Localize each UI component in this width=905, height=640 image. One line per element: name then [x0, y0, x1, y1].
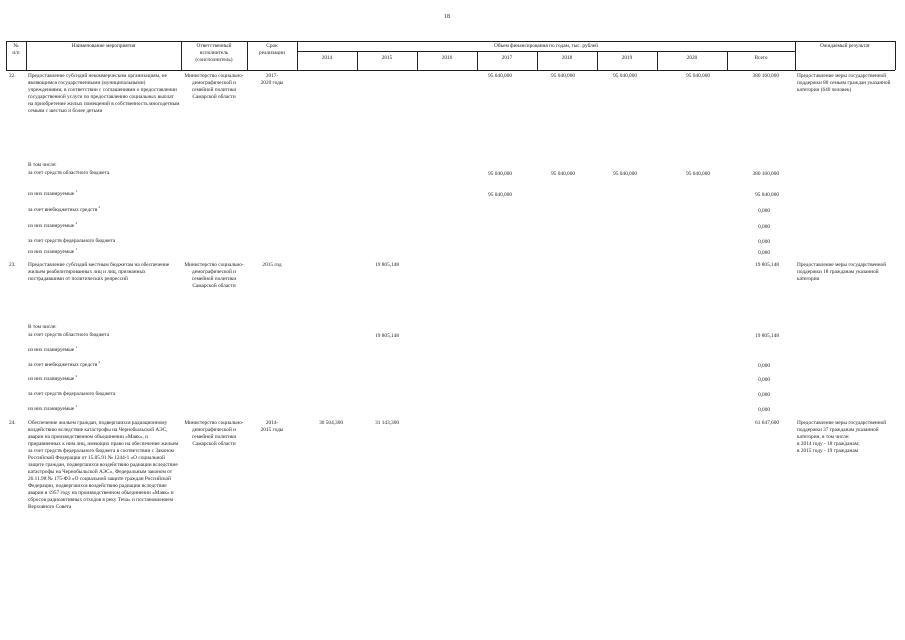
row23-federal-total: 0,000: [758, 392, 770, 398]
row22-num: 22.: [9, 73, 16, 79]
row23-name: Предоставление субсидий местным бюджетам на обеспечение жильем реабилитированных лиц и лиц, признанных пострадавшими от политических репрессий: [28, 262, 170, 282]
row23-planned-1: из них планируемые $^1$: [28, 345, 78, 353]
row22-planned-2-total: 0,000: [758, 224, 770, 230]
header-year-2014: 2014: [321, 55, 333, 61]
row23-including: В том числе:: [28, 324, 57, 330]
header-year-2020: 2020: [686, 55, 698, 61]
row23-total: 19 805,148: [755, 262, 779, 268]
row23-term: 2015 год: [262, 262, 282, 268]
header-bottom-border: [6, 70, 895, 71]
row23-federal: за счет средств федерального бюджета: [28, 391, 116, 397]
row22-executor: Министерство социально-демографической и семейной политики Самарской области: [184, 73, 244, 100]
row22-total: 380 160,000: [752, 73, 779, 79]
col-sep: [247, 41, 248, 70]
header-num: № п/п: [12, 43, 20, 56]
header-year-2016: 2016: [441, 55, 453, 61]
row24-name: Обеспечение жильем граждан, подвергшихся радиационному воздействию вследствие катастрофы на Чернобыльской АЭС, аварии на производственном объединении «Маяк», и приравненных к ним лиц, имеющих право на обеспечение жильем за счет средств федерального бюджета в соответствии с Законом Российской Федерации от 15.05.91 № 1244-1 «О социальной защите граждан, подвергшихся воздействию радиации вследствие катастрофы на Чернобыльской АЭС», Федеральным законом от 26.11.98 № 175-ФЗ «О социальной защите граждан Российской Федерации, подвергшихся воздействию радиации вследствие аварии в 1957 году на производственном объединении «Маяк» и сбросов радиоактивных отходов в реку Теча» и постановлением Верховного Совета: [28, 420, 179, 510]
row23-regional-total: 19 805,148: [755, 333, 779, 339]
header-funding: Объем финансирования по годам, тыс. рублей: [494, 43, 598, 49]
page-number: 18: [444, 14, 450, 20]
header-total: Всего: [754, 55, 768, 61]
row23-planned-3: из них планируемые $^1$: [28, 404, 78, 412]
row22-extrabudget-total: 0,000: [758, 208, 770, 214]
header-term: Срок реализации: [259, 43, 285, 56]
row22-planned-2: из них планируемые $^2$: [28, 221, 78, 229]
header-result: Ожидаемый результат: [819, 43, 870, 49]
col-sep: [181, 41, 182, 70]
row22-planned-1-total: 95 040,000: [755, 192, 779, 198]
row22-regional-2020: 95 040,000: [686, 171, 710, 177]
header-year-2018: 2018: [561, 55, 573, 61]
row22-regional-total: 380 160,000: [752, 171, 779, 177]
row24-term: 2014- 2015 годы: [260, 420, 284, 433]
row22-result: Предоставление меры государственной поддержки 80 семьям граждан указанной категории (640 человек): [797, 73, 891, 93]
row22-regional-2018: 95 040,000: [551, 171, 575, 177]
row22-regional-label: за счет средств областного бюджета: [28, 170, 110, 176]
row24-2015: 31 143,300: [375, 420, 399, 426]
header-name: Наименование мероприятия: [71, 43, 136, 49]
row23-extrabudget-total: 0,000: [758, 363, 770, 369]
col-sep: [895, 41, 896, 70]
row24-total: 61 647,600: [755, 420, 779, 426]
row22-name: Предоставление субсидий некоммерческим организациям, не являющимся государственными (муниципальными) учреждениями, в соответствии с соглашениями о предоставлении государственной услуги по предоставлению социальных выплат на приобретение жилых помещений в собственность многодетным семьям с шестью и более детьми: [28, 73, 180, 114]
row22-planned-3-total: 0,000: [758, 250, 770, 256]
row22-planned-1: из них планируемые $^1$: [28, 189, 78, 197]
row23-executor: Министерство социально-демографической и семейной политики Самарской области: [184, 262, 244, 289]
row24-2014: 30 504,300: [319, 420, 343, 426]
row23-result: Предоставление меры государственной поддержки 18 гражданам указанной категории: [797, 262, 887, 282]
row23-2015: 19 805,148: [375, 262, 399, 268]
row24-result: Предоставление меры государственной поддержки 37 гражданам указанной категории, в том числе: в 2014 году - 18 гражданам; в 2015 году - 19 гражданам: [797, 420, 887, 454]
row23-extrabudget: за счет внебюджетных средств $^2$: [28, 360, 101, 368]
header-year-2017: 2017: [501, 55, 513, 61]
row22-federal: за счет средств федерального бюджета: [28, 238, 116, 244]
row22-2019: 95 040,000: [613, 73, 637, 79]
row22-2018: 95 040,000: [551, 73, 575, 79]
row23-regional-2015: 19 805,148: [375, 333, 399, 339]
row22-term: 2017- 2020 годы: [260, 73, 284, 86]
row22-extrabudget: за счет внебюджетных средств $^2$: [28, 205, 101, 213]
row23-planned-2-total: 0,000: [758, 377, 770, 383]
row22-planned-3: из них планируемые $^1$: [28, 247, 78, 255]
row23-num: 23.: [9, 262, 16, 268]
table-top-border: [6, 41, 895, 42]
header-year-2019: 2019: [621, 55, 633, 61]
header-year-2015: 2015: [381, 55, 393, 61]
row22-planned-1-2017: 95 040,000: [488, 192, 512, 198]
row22-regional-2017: 95 040,000: [488, 171, 512, 177]
row22-2017: 95 040,000: [488, 73, 512, 79]
row23-planned-2: из них планируемые $^2$: [28, 374, 78, 382]
row24-executor: Министерство социально-демографической и семейной политики Самарской области: [184, 420, 244, 447]
row24-num: 24.: [9, 420, 16, 426]
header-executor: Ответственный исполнитель (соисполнитель): [195, 43, 233, 63]
row22-including: В том числе:: [28, 162, 57, 168]
row22-federal-total: 0,000: [758, 239, 770, 245]
row23-regional-label: за счет средств областного бюджета: [28, 332, 110, 338]
row22-2020: 95 040,000: [686, 73, 710, 79]
funding-subheader-line: [297, 51, 795, 52]
row22-regional-2019: 95 040,000: [613, 171, 637, 177]
row23-planned-3-total: 0,000: [758, 407, 770, 413]
